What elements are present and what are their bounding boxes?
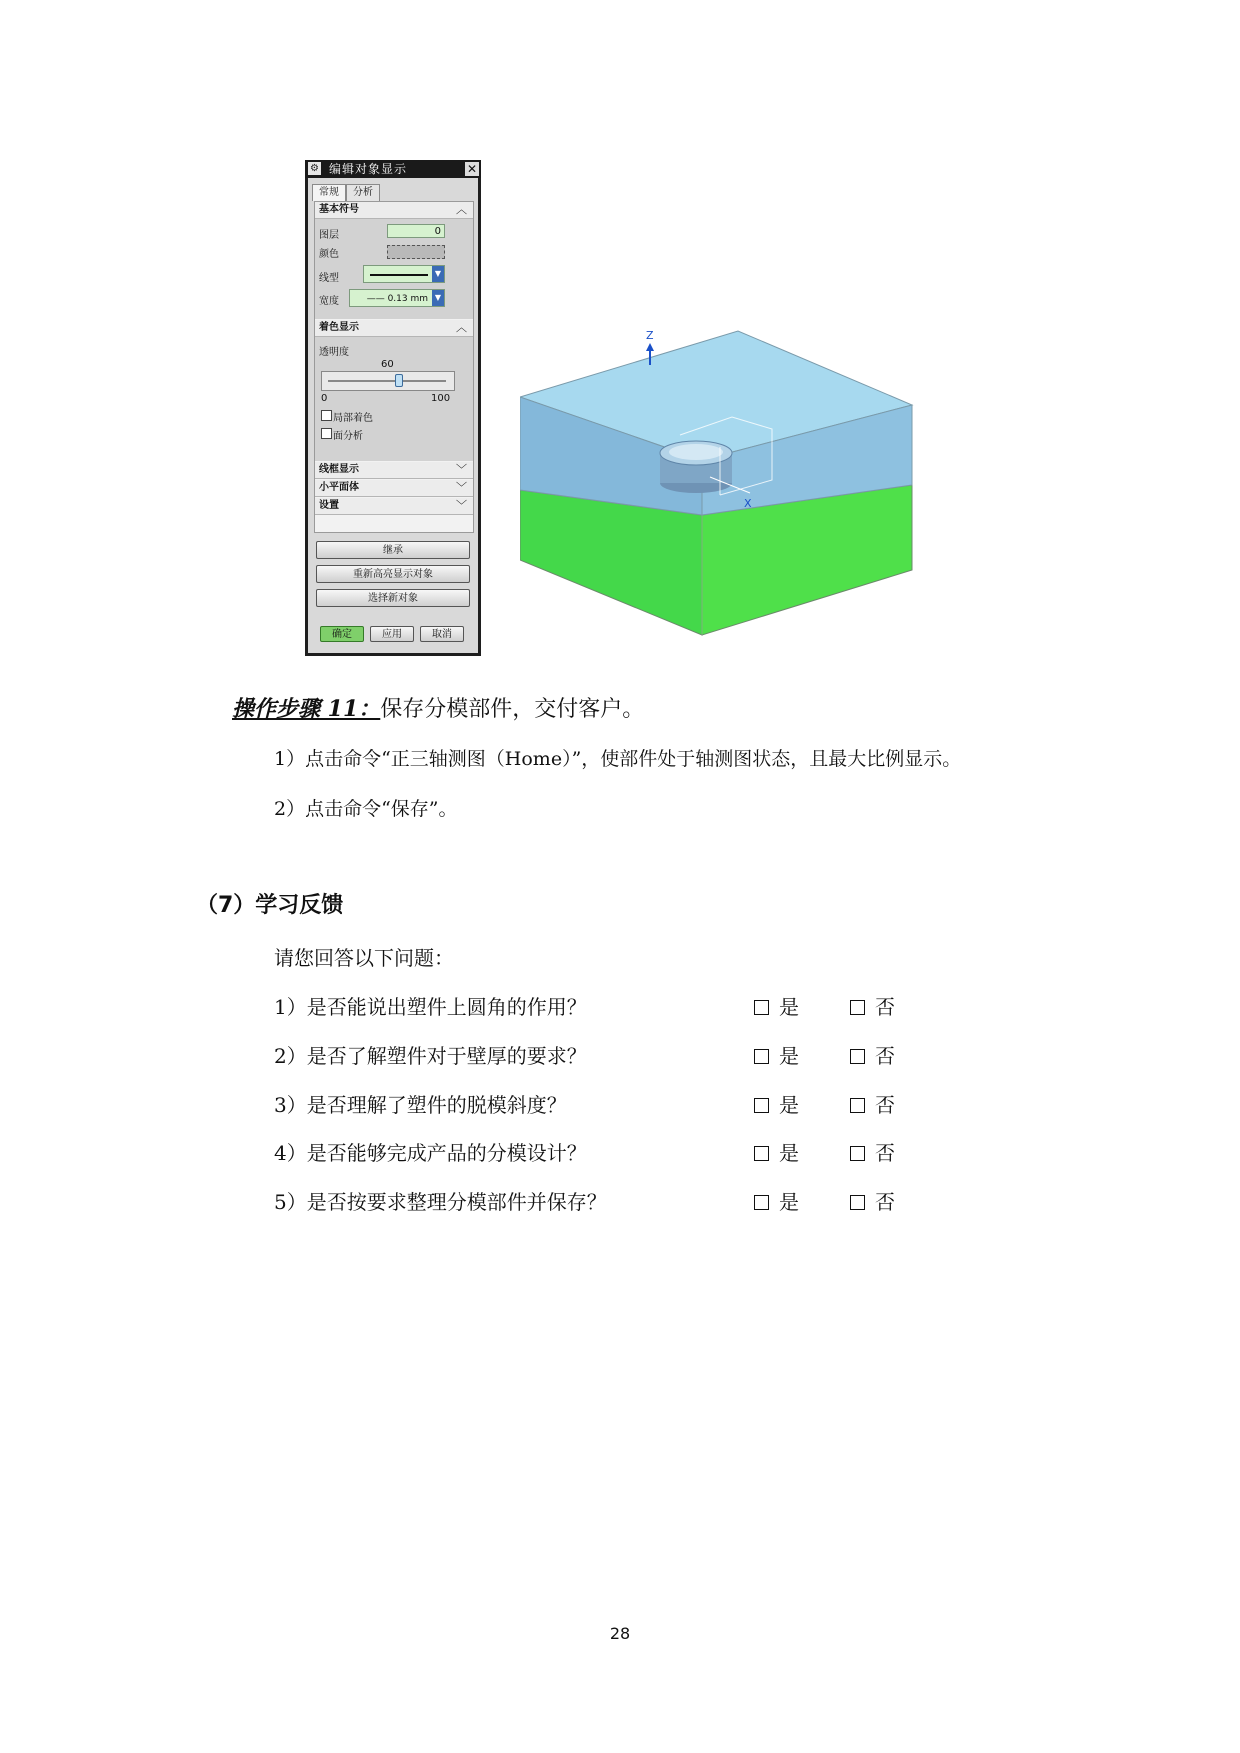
color-label: 颜色 [319,249,339,260]
checkbox-icon[interactable] [754,1098,769,1113]
transparency-label: 透明度 [319,347,349,358]
no-option-1[interactable] [850,991,895,1020]
slider-track [328,380,446,382]
slider-thumb[interactable] [395,374,403,387]
dialog-body [308,178,478,653]
z-arrow-head [646,343,654,351]
basic-symbol-header[interactable] [315,202,473,219]
z-axis-label: Z [646,329,654,342]
question-1: 1）是否能说出塑件上圆角的作用？ [274,995,587,1019]
wireframe-label: 线框显示 [319,464,359,475]
edit-object-display-dialog [305,160,481,656]
step-item-2: 2）点击命令“保存”。 [274,798,458,820]
slider-max-label: 100 [431,393,451,404]
tab-general[interactable]: 常规 [312,184,346,201]
shading-label: 着色显示 [319,322,359,333]
ok-button[interactable]: 确定 [320,626,364,642]
basic-symbol-label: 基本符号 [319,204,359,215]
partial-shading-checkbox[interactable] [321,410,332,421]
yes-option-4[interactable] [754,1137,799,1166]
dialog-titlebar [305,160,481,178]
yes-label: 是 [779,1044,799,1068]
rehighlight-button[interactable]: 重新高亮显示对象 [316,565,470,583]
chevron-up-icon: ︿ [456,321,467,334]
close-icon[interactable]: ✕ [466,162,478,176]
inherit-button[interactable]: 继承 [316,541,470,559]
cancel-button[interactable]: 取消 [420,626,464,642]
checkbox-icon[interactable] [850,1000,865,1015]
transparency-slider[interactable] [321,371,455,391]
question-2: 2）是否了解塑件对于壁厚的要求？ [274,1044,587,1068]
linetype-select[interactable] [363,265,445,283]
width-select[interactable] [349,289,445,307]
settings-label: 设置 [319,500,339,511]
question-3: 3）是否理解了塑件的脱模斜度？ [274,1093,567,1117]
yes-label: 是 [779,995,799,1019]
tab-analysis[interactable]: 分析 [346,184,380,201]
chevron-down-icon: ﹀ [456,463,467,476]
wireframe-header[interactable] [315,462,473,479]
yes-label: 是 [779,1141,799,1165]
step-number: 操作步骤 11： [232,696,381,722]
checkbox-icon[interactable] [754,1000,769,1015]
settings-header[interactable] [315,498,473,515]
chevron-down-icon: ﹀ [456,481,467,494]
x-axis-label: X [744,497,752,510]
select-new-object-button[interactable]: 选择新对象 [316,589,470,607]
facet-header[interactable] [315,480,473,497]
layer-label: 图层 [319,230,339,241]
no-label: 否 [875,1190,895,1214]
partial-shading-label: 局部着色 [333,413,373,424]
checkbox-icon[interactable] [850,1146,865,1161]
dialog-title: 编辑对象显示 [329,162,408,176]
basic-symbol-body [315,219,473,319]
shading-header[interactable] [315,320,473,337]
yes-option-5[interactable] [754,1186,799,1215]
no-label: 否 [875,995,895,1019]
layer-field[interactable]: 0 [387,224,445,238]
facet-label: 小平面体 [319,482,359,493]
page-number: 28 [609,1624,631,1643]
yes-label: 是 [779,1190,799,1214]
question-5: 5）是否按要求整理分模部件并保存？ [274,1190,607,1214]
solid-line-icon [370,274,428,276]
no-option-2[interactable] [850,1040,895,1069]
width-value: —— 0.13 mm [366,294,428,304]
feedback-prompt: 请您回答以下问题： [274,946,454,970]
no-option-4[interactable] [850,1137,895,1166]
yes-option-3[interactable] [754,1089,799,1118]
transparency-value: 60 [381,359,394,370]
checkbox-icon[interactable] [850,1195,865,1210]
feedback-title: （7）学习反馈 [196,893,344,918]
checkbox-icon[interactable] [754,1195,769,1210]
no-label: 否 [875,1093,895,1117]
yes-option-1[interactable] [754,991,799,1020]
checkbox-icon[interactable] [850,1049,865,1064]
part-top-inner [669,444,723,460]
step-heading [232,692,644,723]
gear-icon[interactable]: ⚙ [308,162,321,175]
slider-min-label: 0 [321,393,328,404]
step-title: 保存分模部件，交付客户。 [380,697,645,722]
no-label: 否 [875,1044,895,1068]
checkbox-icon[interactable] [850,1098,865,1113]
chevron-down-icon: ﹀ [456,499,467,512]
general-panel [314,201,474,533]
checkbox-icon[interactable] [754,1146,769,1161]
question-4: 4）是否能够完成产品的分模设计？ [274,1141,587,1165]
mold-3d-view[interactable] [520,325,920,645]
face-analysis-label: 面分析 [333,431,363,442]
no-option-5[interactable] [850,1186,895,1215]
apply-button[interactable]: 应用 [370,626,414,642]
step-item-1: 1）点击命令“正三轴测图（Home）”，使部件处于轴测图状态，且最大比例显示。 [274,748,962,770]
color-swatch[interactable] [387,245,445,259]
shading-body [315,337,473,461]
yes-option-2[interactable] [754,1040,799,1069]
checkbox-icon[interactable] [754,1049,769,1064]
chevron-down-icon: ▼ [432,266,444,282]
no-option-3[interactable] [850,1089,895,1118]
yes-label: 是 [779,1093,799,1117]
face-analysis-checkbox[interactable] [321,428,332,439]
chevron-up-icon: ︿ [456,203,467,216]
no-label: 否 [875,1141,895,1165]
width-label: 宽度 [319,296,339,307]
chevron-down-icon: ▼ [432,290,444,306]
linetype-label: 线型 [319,273,339,284]
